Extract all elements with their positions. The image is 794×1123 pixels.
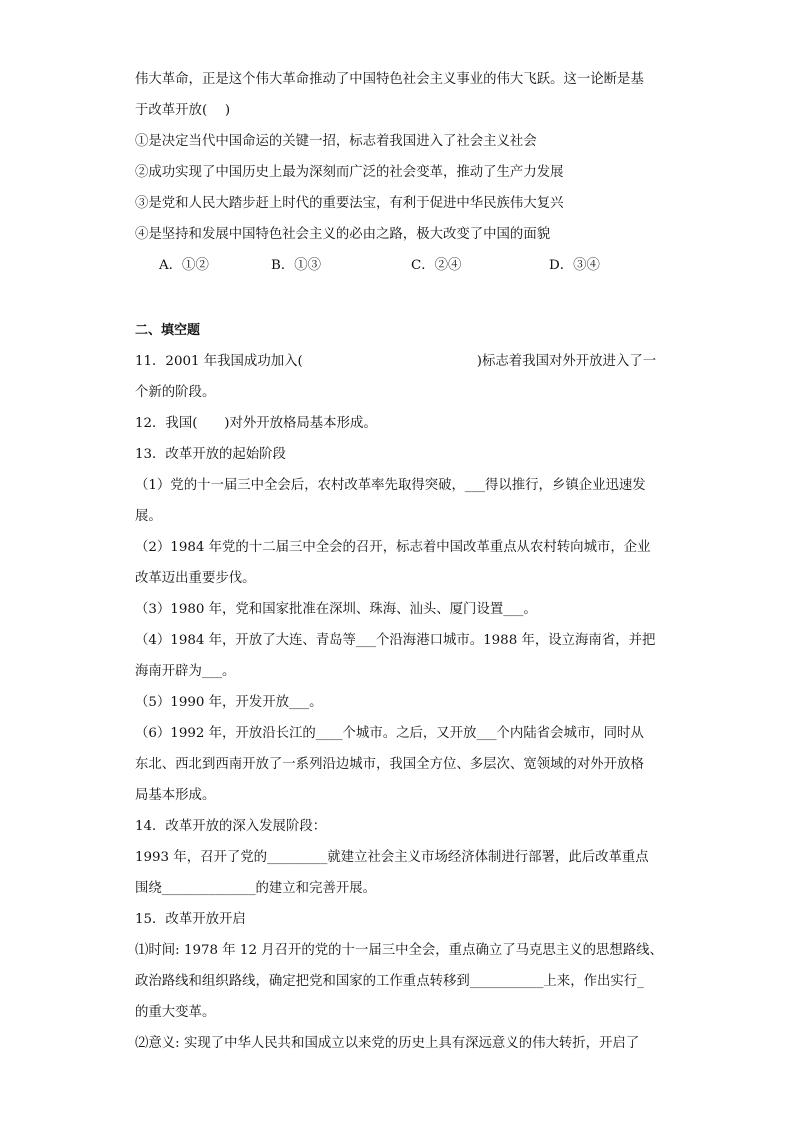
question-14-title: 14．改革开放的深入发展阶段： [135, 819, 327, 834]
question-10-statement-2: ②成功实现了中国历史上最为深刻而广泛的社会变革，推动了生产力发展 [135, 165, 564, 180]
question-15-part-1-line-1: ⑴时间: 1978 年 12 月召开的党的十一届三中全会，重点确立了马克思主义的思想路线、 [135, 943, 663, 958]
section-title-fill-in: 二、填空题 [135, 323, 201, 338]
question-10-stem-line-2: 于改革开放( ) [135, 103, 231, 118]
question-13-part-3: （3）1980 年，党和国家批准在深圳、珠海、汕头、厦门设置___。 [135, 602, 537, 617]
section-gap [135, 281, 665, 315]
question-10-statement-3: ③是党和人民大踏步赶上时代的重要法宝，有利于促进中华民族伟大复兴 [135, 196, 564, 211]
question-15-title: 15．改革开放开启 [135, 912, 246, 927]
question-10-statement-1: ①是决定当代中国命运的关键一招，标志着我国进入了社会主义社会 [135, 134, 537, 149]
document-content [135, 64, 665, 1059]
question-13-part-1-line-2: 展。 [135, 509, 162, 524]
question-12-line-1: 12．我国( )对外开放格局基本形成。 [135, 416, 377, 431]
option-b: B．①③ [271, 258, 322, 273]
question-10-options [135, 250, 665, 281]
option-c: C．②④ [411, 258, 462, 273]
question-13-part-6-line-3: 局基本形成。 [135, 788, 216, 803]
question-13-part-1-line-1: （1）党的十一届三中全会后，农村改革率先取得突破，___得以推行，乡镇企业迅速发 [135, 478, 646, 493]
question-15-part-2-line-1: ⑵意义: 实现了中华人民共和国成立以来党的历史上具有深远意义的伟大转折，开启了 [135, 1036, 640, 1051]
question-13-part-5: （5）1990 年，开发开放___。 [135, 695, 323, 710]
question-13-part-2-line-2: 改革迈出重要步伐。 [135, 571, 256, 586]
option-a: A．①② [159, 258, 209, 273]
question-15-part-1-line-3: 的重大变革。 [135, 1005, 216, 1020]
question-13-part-4-line-2: 海南开辟为___。 [135, 664, 236, 679]
question-13-part-6-line-2: 东北、西北到西南开放了一系列沿边城市，我国全方位、多层次、宽领域的对外开放格 [135, 757, 644, 772]
question-15-part-1-line-2: 政治路线和组织路线，确定把党和国家的工作重点转移到___________上来，作出实行_ [135, 974, 644, 989]
question-14-line-2: 围绕______________的建立和完善开展。 [135, 881, 377, 896]
question-10-statement-4: ④是坚持和发展中国特色社会主义的必由之路，极大改变了中国的面貌 [135, 227, 551, 242]
question-13-title: 13．改革开放的起始阶段 [135, 447, 286, 462]
question-13-part-4-line-1: （4）1984 年，开放了大连、青岛等___个沿海港口城市。1988 年，设立海南省，并把 [135, 633, 656, 648]
question-13-part-2-line-1: （2）1984 年党的十二届三中全会的召开，标志着中国改革重点从农村转向城市，企业 [135, 540, 651, 555]
question-11-line-1: 11．2001 年我国成功加入( )标志着我国对外开放进入了一 [135, 354, 657, 369]
question-13-part-6-line-1: （6）1992 年，开放沿长江的____个城市。之后，又开放___个内陆省会城市，同时从 [135, 726, 644, 741]
question-10-stem-line-1: 伟大革命，正是这个伟大革命推动了中国特色社会主义事业的伟大飞跃。这一论断是基 [135, 72, 644, 87]
question-11-line-2: 个新的阶段。 [135, 385, 216, 400]
question-14-line-1: 1993 年，召开了党的_________就建立社会主义市场经济体制进行部署，此后改革重点 [135, 850, 649, 865]
option-d: D．③④ [549, 258, 600, 273]
